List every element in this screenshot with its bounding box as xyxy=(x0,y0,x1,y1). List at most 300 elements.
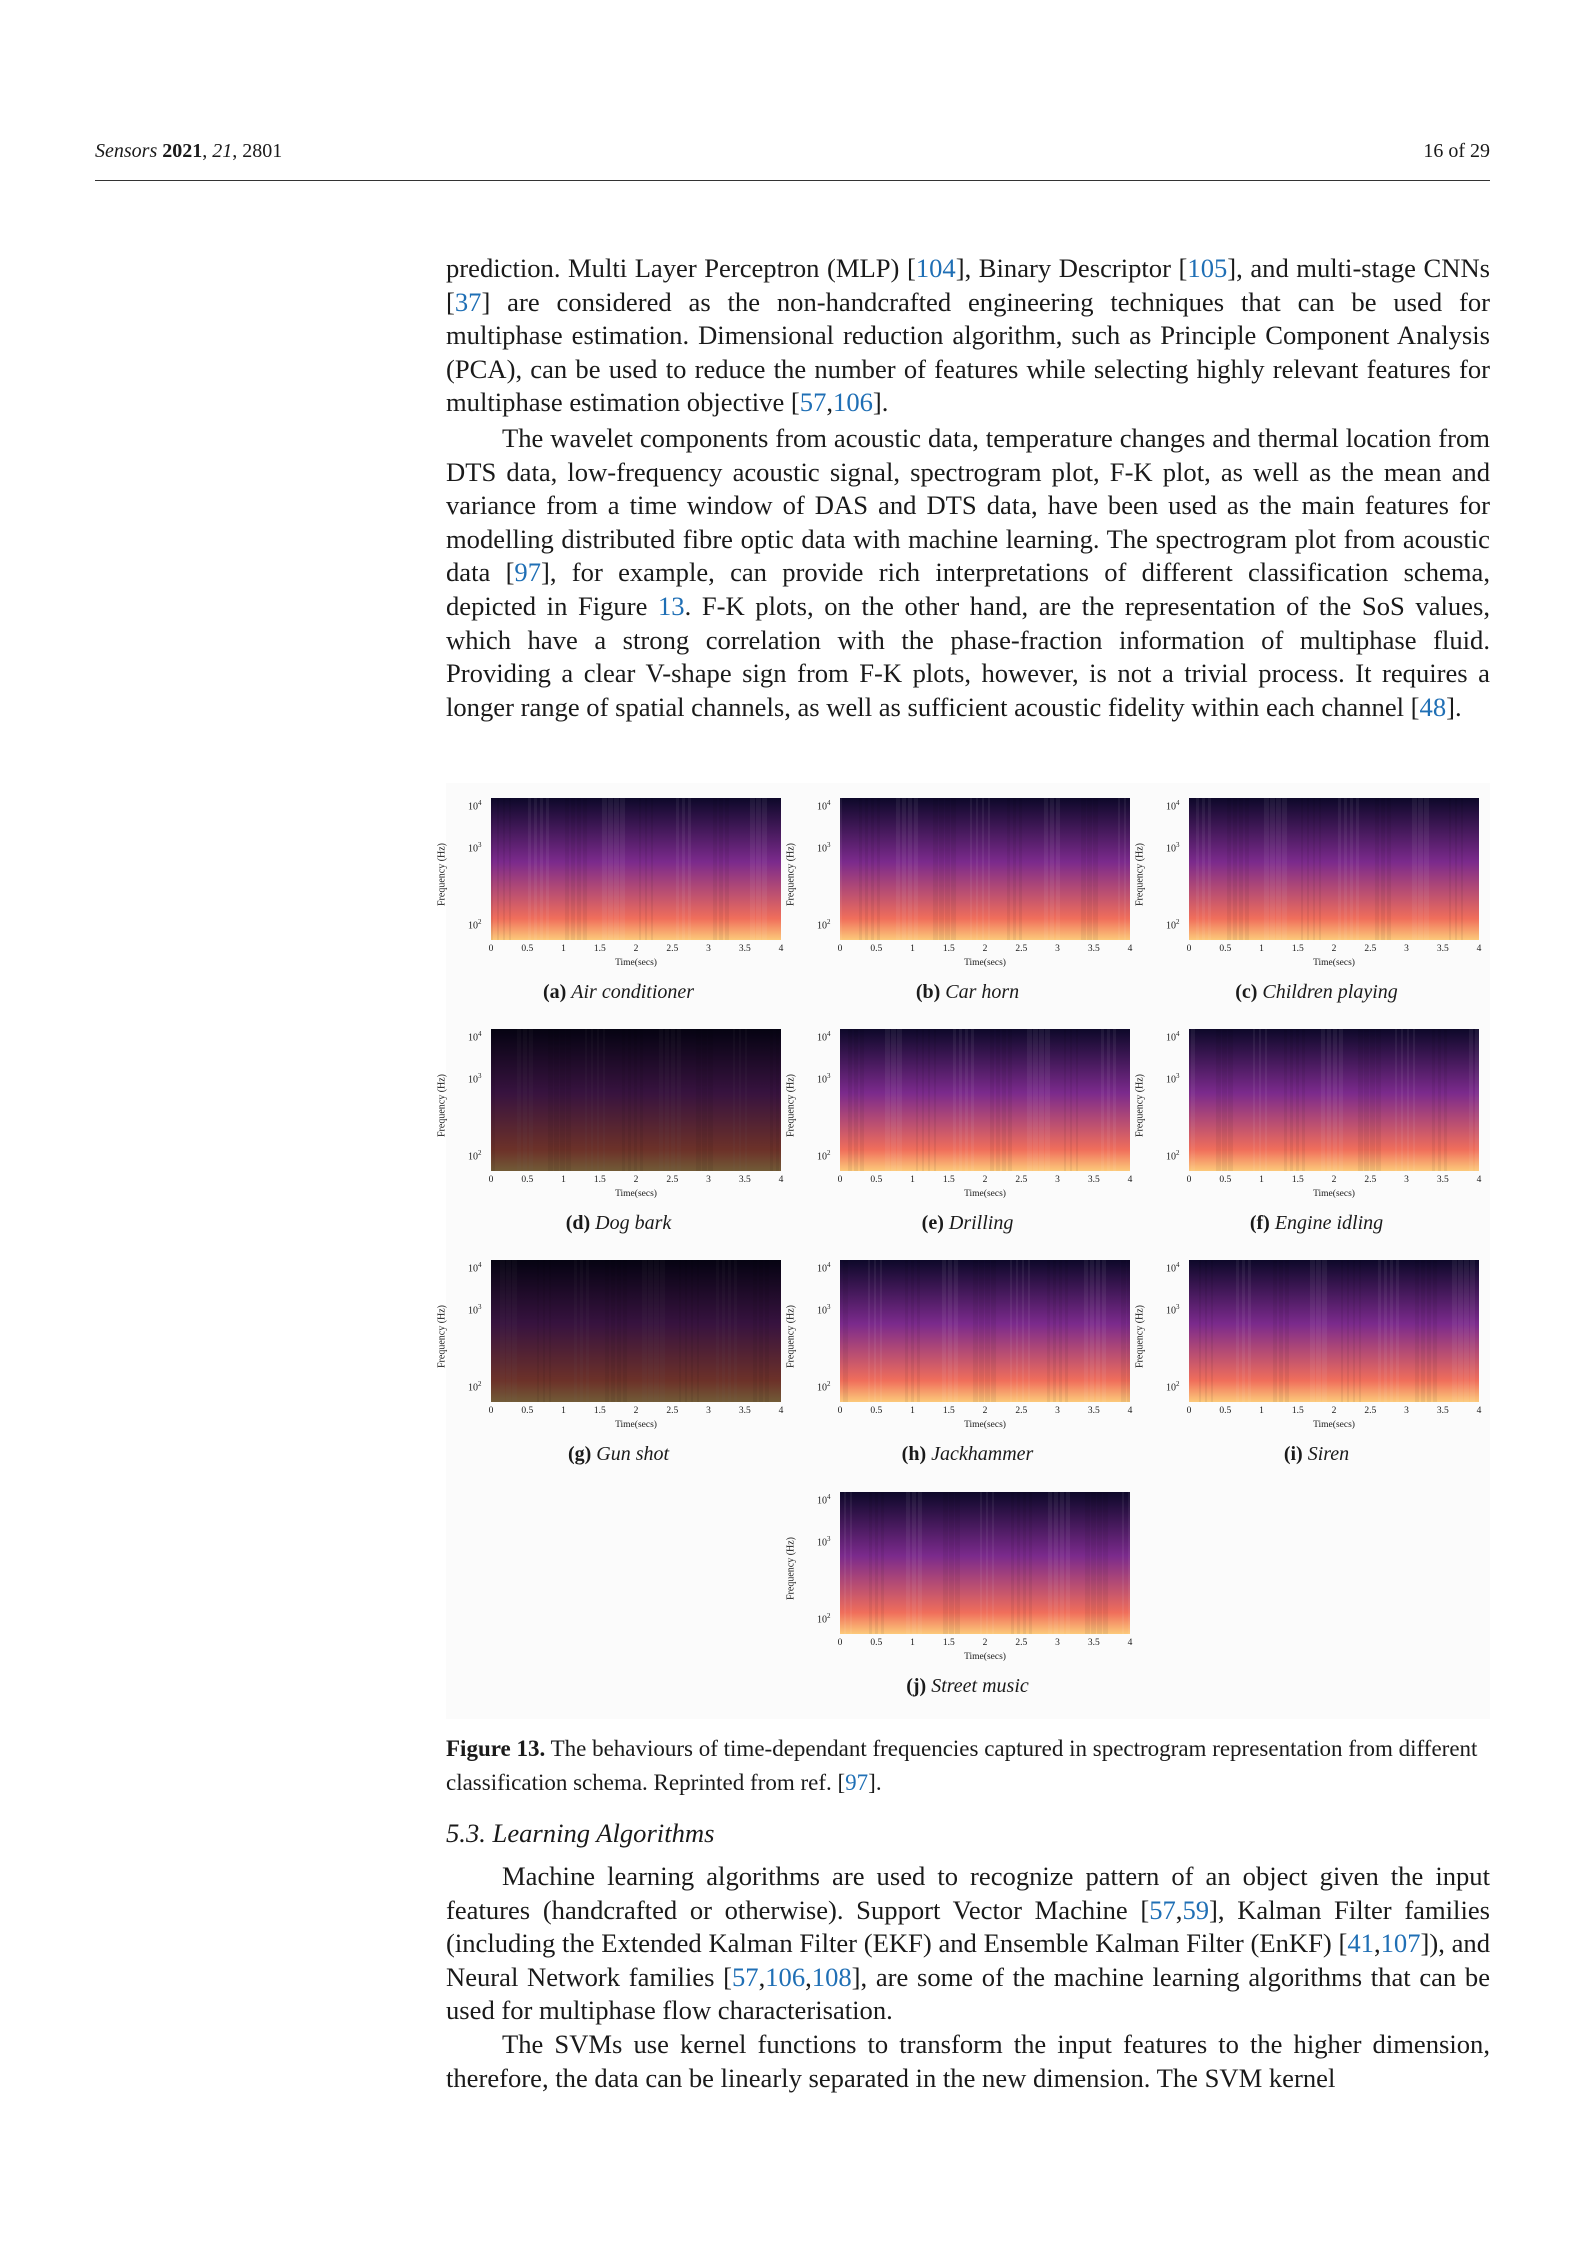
spectrogram-texture xyxy=(934,1029,936,1171)
spectrogram-panel xyxy=(1134,1014,1489,1242)
spectrogram-texture xyxy=(1407,1029,1409,1171)
subfigure-name: Air conditioner xyxy=(571,981,695,1003)
spectrogram-texture xyxy=(1070,1029,1072,1171)
spectrogram-texture xyxy=(916,1029,918,1171)
spectrogram-texture xyxy=(1296,1029,1299,1171)
x-tick-label: 2 xyxy=(1331,1175,1337,1185)
x-tick-label: 3 xyxy=(706,1406,711,1416)
x-tick-label: 0 xyxy=(488,1406,494,1416)
spectrogram-texture xyxy=(1401,1029,1403,1171)
x-tick-label: 0 xyxy=(837,1638,843,1648)
y-tick-base: 10 xyxy=(817,1151,827,1163)
page-number: 16 of 29 xyxy=(1423,140,1490,162)
spectrogram-texture xyxy=(1010,1260,1012,1402)
y-tick-exponent: 2 xyxy=(1176,1149,1180,1157)
spectrogram-texture xyxy=(1378,1260,1381,1402)
text-run: prediction. Multi Layer Perceptron (MLP) [ xyxy=(446,253,916,283)
x-axis-label: Time(secs) xyxy=(615,958,657,968)
spectrogram-texture xyxy=(891,1029,896,1171)
spectrogram-texture xyxy=(1107,1029,1110,1171)
x-tick-label: 0.5 xyxy=(1219,944,1232,954)
spectrogram-panel xyxy=(785,1245,1140,1473)
citation-link[interactable]: 97 xyxy=(514,557,542,588)
spectrogram-texture xyxy=(1096,1260,1100,1402)
spectrogram-texture xyxy=(951,798,956,940)
y-tick-label xyxy=(817,1030,831,1043)
spectrogram-texture xyxy=(645,798,647,940)
spectrogram-texture xyxy=(1353,1260,1355,1402)
x-tick-label: 4 xyxy=(1127,1175,1133,1185)
y-tick-label xyxy=(817,1535,831,1548)
x-tick-label: 1.5 xyxy=(1291,944,1304,954)
y-tick-label xyxy=(1166,799,1180,812)
spectrogram-texture xyxy=(565,798,569,940)
x-tick-label: 0 xyxy=(488,944,494,954)
spectrogram-texture xyxy=(1102,1260,1106,1402)
y-tick-exponent: 3 xyxy=(827,1303,831,1311)
spectrogram-texture xyxy=(1427,1260,1431,1402)
spectrogram-texture xyxy=(1444,1029,1447,1171)
spectrogram-texture xyxy=(1387,798,1391,940)
spectrogram-texture xyxy=(1469,1029,1473,1171)
spectrogram-texture xyxy=(897,1029,902,1171)
spectrogram-texture xyxy=(859,798,862,940)
y-tick-exponent: 3 xyxy=(478,841,482,849)
x-tick-label: 0 xyxy=(837,944,843,954)
x-tick-label: 2 xyxy=(1331,1406,1337,1416)
y-tick-base: 10 xyxy=(817,1074,827,1086)
spectrogram-texture xyxy=(577,798,581,940)
x-tick-label: 4 xyxy=(1127,1406,1133,1416)
spectrogram-texture xyxy=(608,798,613,940)
citation-link[interactable]: 97 xyxy=(845,1770,869,1795)
spectrogram-texture xyxy=(1199,1260,1201,1402)
caption-end: ]. xyxy=(868,1770,882,1795)
x-axis-label: Time(secs) xyxy=(615,1189,657,1199)
spectrogram-texture xyxy=(1301,798,1303,940)
citation-link[interactable]: 59 xyxy=(1182,1894,1210,1925)
spectrogram-texture xyxy=(1208,798,1211,940)
spectrogram-texture xyxy=(1045,1029,1050,1171)
subfigure-letter: (d) xyxy=(565,1212,596,1234)
figure-13 xyxy=(436,783,1490,1719)
spectrogram-texture xyxy=(1091,1492,1096,1634)
y-tick-base: 10 xyxy=(1166,1032,1176,1044)
subfigure-letter: (j) xyxy=(906,1675,932,1697)
spectrogram-panel xyxy=(1134,1245,1489,1473)
x-tick-label: 3 xyxy=(1055,1175,1060,1185)
subfigure-letter: (c) xyxy=(1235,981,1263,1003)
spectrogram-texture xyxy=(1085,1492,1090,1634)
page-header xyxy=(95,140,1490,181)
text-run: ], and multi-stage CNNs [ xyxy=(446,253,1491,317)
spectrogram-texture xyxy=(1259,1029,1261,1171)
spectrogram-texture xyxy=(1211,1260,1213,1402)
spectrogram-texture xyxy=(1101,1029,1104,1171)
spectrogram-texture xyxy=(756,798,761,940)
x-tick-label: 0.5 xyxy=(521,944,534,954)
figure-link[interactable]: 13 xyxy=(658,590,685,621)
y-tick-base: 10 xyxy=(817,920,827,932)
x-tick-label: 2.5 xyxy=(1364,944,1377,954)
spectrogram-texture xyxy=(1264,798,1269,940)
spectrogram-texture xyxy=(905,1260,908,1402)
y-tick-base: 10 xyxy=(1166,1305,1176,1317)
text-run: Machine learning algorithms are used to recognize pattern of an object given the input features (handcrafted or otherwise). Support Vector Machine [ xyxy=(446,1861,1490,1925)
spectrogram-texture xyxy=(1227,798,1231,940)
x-tick-label: 1 xyxy=(561,1406,566,1416)
caption-label: Figure 13. xyxy=(446,1736,546,1761)
y-axis-label: Frequency (Hz) xyxy=(1134,1304,1146,1369)
x-tick-label: 0 xyxy=(837,1175,843,1185)
spectrogram-texture xyxy=(688,798,691,940)
y-tick-exponent: 3 xyxy=(1176,841,1180,849)
spectrogram-texture xyxy=(1191,1029,1195,1171)
spectrogram-texture xyxy=(1322,1260,1327,1402)
spectrogram-texture xyxy=(1039,1029,1044,1171)
spectrogram-texture xyxy=(933,798,938,940)
spectrogram-texture xyxy=(1458,1260,1463,1402)
spectrogram-texture xyxy=(985,1260,990,1402)
spectrogram-image xyxy=(491,1260,781,1402)
x-tick-label: 2.5 xyxy=(1364,1406,1377,1416)
spectrogram-texture xyxy=(1122,1492,1124,1634)
spectrogram-texture xyxy=(1338,798,1341,940)
x-tick-label: 3.5 xyxy=(738,1175,751,1185)
x-tick-label: 1.5 xyxy=(593,1175,606,1185)
spectrogram-texture xyxy=(1376,1029,1381,1171)
spectrogram-texture xyxy=(1327,1029,1331,1171)
citation-link[interactable]: 37 xyxy=(454,286,482,317)
x-tick-label: 3 xyxy=(706,1175,711,1185)
spectrogram-texture xyxy=(1097,1492,1102,1634)
spectrogram-texture xyxy=(1090,1260,1094,1402)
spectrogram-texture xyxy=(1060,1492,1064,1634)
subfigure-letter: (g) xyxy=(567,1443,597,1465)
spectrogram-texture xyxy=(1282,798,1287,940)
y-tick-label xyxy=(817,841,831,854)
spectrogram-texture xyxy=(1081,798,1086,940)
subfigure-caption xyxy=(1144,981,1489,1004)
y-tick-base: 10 xyxy=(468,1074,478,1086)
citation-link[interactable]: 41 xyxy=(1347,1928,1374,1959)
y-tick-base: 10 xyxy=(1166,1382,1176,1394)
spectrogram-texture xyxy=(713,798,717,940)
x-tick-label: 1.5 xyxy=(942,1638,955,1648)
x-tick-label: 0.5 xyxy=(870,1638,883,1648)
spectrogram-texture xyxy=(1028,1260,1030,1402)
x-axis-label: Time(secs) xyxy=(615,1420,657,1430)
x-tick-label: 4 xyxy=(1476,1175,1482,1185)
y-axis-label: Frequency (Hz) xyxy=(1134,842,1146,907)
spectrogram-texture xyxy=(1412,798,1417,940)
y-axis-label: Frequency (Hz) xyxy=(436,1073,448,1138)
spectrogram-texture xyxy=(1245,798,1249,940)
y-tick-base: 10 xyxy=(468,1382,478,1394)
citation-link[interactable]: 57 xyxy=(731,1961,759,1992)
spectrogram-texture xyxy=(939,798,944,940)
spectrogram-texture xyxy=(854,1029,858,1171)
y-tick-base: 10 xyxy=(468,843,478,855)
y-tick-base: 10 xyxy=(1166,1074,1176,1086)
x-tick-label: 0.5 xyxy=(1219,1406,1232,1416)
subfigure-letter: (i) xyxy=(1283,1443,1308,1465)
journal-citation: Sensors 2021, 21, 2801 xyxy=(95,140,283,162)
spectrogram-shade xyxy=(491,1029,781,1171)
spectrogram-texture xyxy=(860,1029,864,1171)
spectrogram-texture xyxy=(1053,1260,1056,1402)
spectrogram-shade xyxy=(491,1260,781,1402)
subfigure-name: Engine idling xyxy=(1274,1212,1384,1234)
spectrogram-texture xyxy=(1013,798,1016,940)
subfigure-letter: (f) xyxy=(1249,1212,1275,1234)
x-axis-label: Time(secs) xyxy=(964,1420,1006,1430)
x-axis-label: Time(secs) xyxy=(1313,1420,1355,1430)
spectrogram-texture xyxy=(917,1260,920,1402)
text-run: The wavelet components from acoustic data, temperature changes and thermal location from DTS data, low-frequency acoustic signal, spectrogram plot, F-K plot, as well as the mean and variance from a time window of DAS and DTS data, have been used as the main features for modelling distributed fibre optic data with machine learning. The spectrogram plot from acoustic data [ xyxy=(446,423,1490,588)
spectrogram-texture xyxy=(1222,1029,1227,1171)
spectrogram-texture xyxy=(1128,1492,1130,1634)
spectrogram-texture xyxy=(1121,1260,1126,1402)
y-tick-exponent: 2 xyxy=(478,918,482,926)
subfigure-caption xyxy=(795,1443,1140,1466)
text-run: , xyxy=(1175,1894,1183,1925)
y-tick-base: 10 xyxy=(468,1263,478,1275)
spectrogram-texture xyxy=(1339,1029,1343,1171)
y-tick-exponent: 3 xyxy=(478,1303,482,1311)
spectrogram-texture xyxy=(850,1492,852,1634)
x-tick-label: 4 xyxy=(1476,944,1482,954)
spectrogram-texture xyxy=(676,798,679,940)
spectrogram-texture xyxy=(1452,1260,1457,1402)
spectrogram-texture xyxy=(1273,1260,1277,1402)
y-tick-exponent: 4 xyxy=(1176,799,1180,807)
journal-volume: 21 xyxy=(212,140,233,162)
citation-link[interactable]: 106 xyxy=(833,387,873,418)
spectrogram-texture xyxy=(1310,1260,1315,1402)
spectrogram-texture xyxy=(1341,1260,1343,1402)
spectrogram-texture xyxy=(1196,798,1199,940)
x-tick-label: 4 xyxy=(1127,944,1133,954)
y-tick-label xyxy=(1166,1261,1180,1274)
subfigure-caption xyxy=(795,981,1140,1004)
spectrogram-texture xyxy=(1449,798,1451,940)
spectrogram-panel xyxy=(436,1245,791,1473)
spectrogram-texture xyxy=(1047,1260,1050,1402)
x-tick-label: 0 xyxy=(488,1175,494,1185)
spectrogram-texture xyxy=(1359,1260,1361,1402)
citation-link[interactable]: 57 xyxy=(799,387,827,418)
spectrogram-texture xyxy=(1216,1029,1221,1171)
spectrogram-image xyxy=(840,1260,1130,1402)
spectrogram-image xyxy=(1189,798,1479,940)
y-tick-base: 10 xyxy=(1166,920,1176,932)
y-tick-exponent: 4 xyxy=(827,1261,831,1269)
spectrogram-texture xyxy=(1056,798,1060,940)
spectrogram-texture xyxy=(762,798,767,940)
subfigure-letter: (a) xyxy=(542,981,572,1003)
spectrogram-texture xyxy=(986,1492,988,1634)
spectrogram-texture xyxy=(844,1492,846,1634)
x-tick-label: 1 xyxy=(561,944,566,954)
spectrogram-fill xyxy=(840,798,1130,940)
spectrogram-texture xyxy=(996,1029,1000,1171)
y-tick-base: 10 xyxy=(817,1537,827,1549)
y-tick-base: 10 xyxy=(817,1032,827,1044)
text-run: ]), and Neural Network families [ xyxy=(446,1928,1491,1992)
spectrogram-texture xyxy=(719,798,723,940)
spectrogram-texture xyxy=(868,1260,870,1402)
y-tick-label xyxy=(468,918,482,931)
x-tick-label: 1.5 xyxy=(593,944,606,954)
y-tick-label xyxy=(468,1030,482,1043)
spectrogram-texture xyxy=(988,798,990,940)
x-tick-label: 3.5 xyxy=(1436,1175,1449,1185)
y-tick-label xyxy=(817,1261,831,1274)
x-tick-label: 3.5 xyxy=(1087,1175,1100,1185)
subfigure-name: Street music xyxy=(931,1675,1029,1697)
text-run: , xyxy=(826,387,834,418)
text-run: ], are some of the machine learning algorithms that can be used for multiphase flow characterisation. xyxy=(446,1961,1491,2026)
x-tick-label: 2.5 xyxy=(1015,944,1028,954)
x-tick-label: 3.5 xyxy=(1087,1638,1100,1648)
x-tick-label: 3.5 xyxy=(1436,1406,1449,1416)
y-tick-label xyxy=(817,1149,831,1162)
spectrogram-texture xyxy=(571,798,575,940)
spectrogram-image xyxy=(491,1029,781,1171)
spectrogram-texture xyxy=(651,798,653,940)
spectrogram-image xyxy=(1189,1029,1479,1171)
spectrogram-texture xyxy=(750,798,755,940)
spectrogram-texture xyxy=(1050,798,1054,940)
spectrogram-texture xyxy=(682,798,685,940)
spectrogram-texture xyxy=(639,798,641,940)
x-tick-label: 3 xyxy=(1404,1175,1409,1185)
spectrogram-texture xyxy=(1319,798,1321,940)
y-tick-label xyxy=(468,1149,482,1162)
citation-link[interactable]: 104 xyxy=(915,253,956,283)
y-tick-exponent: 2 xyxy=(827,918,831,926)
spectrogram-texture xyxy=(1396,1260,1399,1402)
spectrogram-texture xyxy=(973,1260,978,1402)
spectrogram-texture xyxy=(1358,1029,1363,1171)
x-tick-label: 3 xyxy=(1404,944,1409,954)
x-tick-label: 4 xyxy=(1127,1638,1133,1648)
citation-link[interactable]: 105 xyxy=(1187,253,1228,283)
x-tick-label: 3.5 xyxy=(738,1406,751,1416)
subfigure-letter: (b) xyxy=(915,981,946,1003)
spectrogram-texture xyxy=(943,1492,948,1634)
spectrogram-texture xyxy=(509,798,511,940)
y-axis-label: Frequency (Hz) xyxy=(785,842,797,907)
y-tick-exponent: 2 xyxy=(1176,1380,1180,1388)
subfigure-caption xyxy=(795,1675,1140,1698)
article-number: 2801 xyxy=(242,140,283,162)
caption-text: The behaviours of time-dependant frequencies captured in spectrogram representation from different classification schema. Reprinted from ref. [ xyxy=(446,1736,1478,1795)
text-run: ], for example, can provide rich interpretations of different classification schema, depicted in Figure xyxy=(446,557,1490,621)
spectrogram-texture xyxy=(914,798,918,940)
spectrogram-texture xyxy=(1356,798,1359,940)
x-tick-label: 2 xyxy=(982,1406,988,1416)
spectrogram-texture xyxy=(1239,798,1243,940)
spectrogram-texture xyxy=(877,798,880,940)
y-tick-exponent: 4 xyxy=(1176,1261,1180,1269)
subfigure-caption xyxy=(446,981,791,1004)
text-run: , xyxy=(1373,1928,1381,1959)
spectrogram-texture xyxy=(1284,1029,1287,1171)
spectrogram-texture xyxy=(1347,1260,1349,1402)
y-tick-label xyxy=(817,1303,831,1316)
y-tick-exponent: 2 xyxy=(478,1149,482,1157)
y-tick-base: 10 xyxy=(468,801,478,813)
x-tick-label: 0 xyxy=(1186,1406,1192,1416)
spectrogram-texture xyxy=(1276,798,1281,940)
spectrogram-texture xyxy=(990,1029,994,1171)
spectrogram-texture xyxy=(1433,1260,1437,1402)
y-tick-base: 10 xyxy=(468,1305,478,1317)
x-tick-label: 1.5 xyxy=(942,1406,955,1416)
spectrogram-texture xyxy=(971,1029,974,1171)
y-axis-label: Frequency (Hz) xyxy=(785,1536,797,1601)
spectrogram-panel xyxy=(436,1014,791,1242)
spectrogram-texture xyxy=(1008,1029,1012,1171)
spectrogram-texture xyxy=(1290,1029,1293,1171)
text-run: , xyxy=(805,1961,812,1992)
y-tick-exponent: 4 xyxy=(827,799,831,807)
spectrogram-texture xyxy=(1087,798,1092,940)
citation-link[interactable]: 108 xyxy=(811,1961,852,1992)
spectrogram-texture xyxy=(497,798,499,940)
y-tick-exponent: 3 xyxy=(478,1072,482,1080)
y-tick-exponent: 2 xyxy=(1176,918,1180,926)
citation-link[interactable]: 107 xyxy=(1380,1928,1421,1959)
spectrogram-texture xyxy=(881,1492,884,1634)
y-tick-exponent: 2 xyxy=(478,1380,482,1388)
spectrogram-texture xyxy=(1418,798,1423,940)
x-axis-label: Time(secs) xyxy=(964,1652,1006,1662)
x-tick-label: 3 xyxy=(1404,1406,1409,1416)
spectrogram-texture xyxy=(1350,798,1353,940)
y-tick-base: 10 xyxy=(1166,1263,1176,1275)
subfigure-name: Gun shot xyxy=(596,1443,670,1465)
y-tick-label xyxy=(1166,1303,1180,1316)
y-tick-label xyxy=(817,1612,831,1625)
spectrogram-image xyxy=(491,798,781,940)
figure-caption xyxy=(446,1732,1490,1800)
spectrogram-texture xyxy=(1279,1260,1283,1402)
y-tick-label xyxy=(1166,1030,1180,1043)
spectrogram-texture xyxy=(865,798,868,940)
y-tick-label xyxy=(817,1072,831,1085)
spectrogram-texture xyxy=(1065,1260,1068,1402)
citation-link[interactable]: 106 xyxy=(765,1961,806,1992)
y-tick-base: 10 xyxy=(817,1263,827,1275)
spectrogram-texture xyxy=(1118,798,1120,940)
citation-link[interactable]: 57 xyxy=(1149,1894,1176,1925)
spectrogram-texture xyxy=(1248,1260,1251,1402)
spectrogram-texture xyxy=(1370,1029,1375,1171)
y-tick-base: 10 xyxy=(468,1032,478,1044)
spectrogram-texture xyxy=(980,1492,982,1634)
x-tick-label: 2 xyxy=(982,1638,988,1648)
subfigure-letter: (e) xyxy=(921,1212,949,1234)
x-tick-label: 0.5 xyxy=(870,944,883,954)
x-tick-label: 2.5 xyxy=(1364,1175,1377,1185)
text-run: ]. xyxy=(872,387,889,418)
citation-link[interactable]: 48 xyxy=(1419,691,1447,722)
spectrogram-texture xyxy=(491,798,493,940)
y-tick-label xyxy=(817,799,831,812)
